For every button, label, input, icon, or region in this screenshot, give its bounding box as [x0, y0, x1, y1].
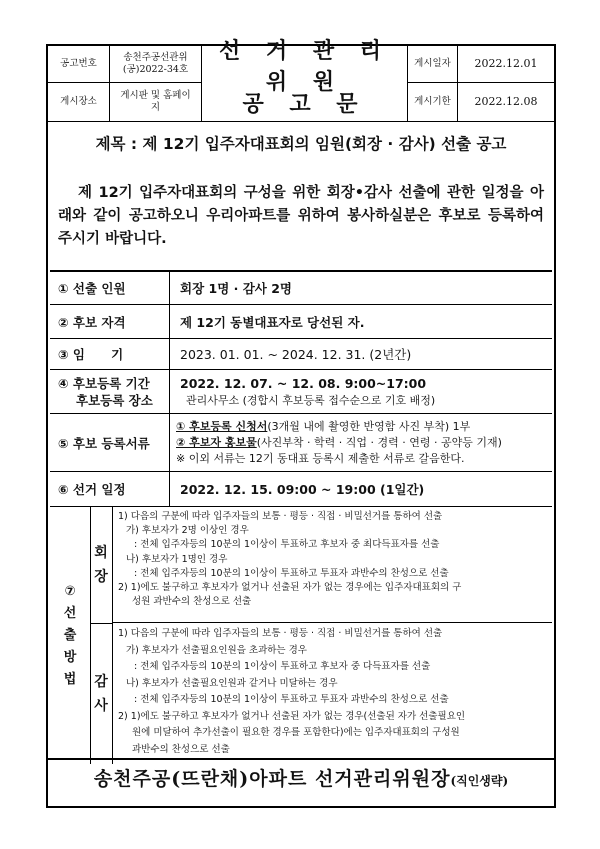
table-row: [50, 414, 552, 472]
row-label: [50, 370, 170, 413]
schedule-value: 2022. 12. 15. 09:00 ~ 19:00 (1일간): [180, 482, 425, 497]
auditor-rules: 1) 다음의 구분에 따라 입주자들의 보통 · 평등 · 직접 · 비밀선거를 통하여 선출 가) 후보자가 선출필요인원을 초과하는 경우 : 전체 입주자등의 10분의 1이상이 투표하고 후보자 중 다득표자를 선출 나) 후보자가 선출필요인원과 같거나 미달하는 경우 : 전체 입주자등의 10분의 1이상이 투표하고 투표자 과반수의 찬성으로 선출 2) 1)에도 불구하고 후보자가 없거나 선출된 자가 없는 경우(선출된 자가 선출필요인 원에 미달하여 추가선출이 필요한 경우를 포함한다)에는 입주자대표회의 구성원 과반수의 찬성으로 선출: [118, 628, 466, 755]
election-table: [50, 270, 552, 764]
notice-intro: 제 12기 입주자대표회의 구성을 위한 회장•감사 선출에 관한 일정을 아래와 같이 공고하오니 우리아파트를 위하여 봉사하실분은 후보로 등록하여 주시기 바랍니다.: [58, 185, 544, 247]
notice-no-value: 송천주공선관위(공)2022-34호: [110, 46, 202, 83]
reg-place-value: 관리사무소 (경합시 후보등록 접수순으로 기호 배정): [186, 393, 436, 407]
table-row: [50, 370, 552, 414]
doc-type: 공 고 문: [202, 83, 408, 121]
post-period-value: 2022.12.08: [474, 95, 538, 108]
place-value: 게시판 및 홈페이지: [110, 83, 202, 121]
row-label: ② 후보 자격: [50, 305, 170, 338]
row-value: [170, 472, 552, 506]
doc-line-1: ① 후보등록 신청서(3개월 내에 촬영한 반영함 사진 부착) 1부: [176, 419, 471, 433]
doc-line-3: ※ 이외 서류는 12기 동대표 등록시 제출한 서류로 갈음한다.: [176, 451, 465, 465]
footer-divider: [48, 758, 554, 760]
notice-document: [46, 37, 556, 808]
notice-no-label: 공고번호: [48, 46, 110, 83]
notice-title: 제목 : 제 12기 입주자대표회의 임원(회장 · 감사) 선출 공고: [95, 135, 507, 153]
row-label: ⑤ 후보 등록서류: [50, 414, 170, 471]
chairman-rules: 1) 다음의 구분에 따라 입주자들의 보통 · 평등 · 직접 · 비밀선거를 통하여 선출 가) 후보자가 2명 이상인 경우 : 전체 입주자등의 10분의 1이상이 투표하고 후보자 중 최다득표자를 선출 나) 후보자가 1명인 경우 : 전체 입주자등의 10분의 1이상이 투표하고 투표자 과반수의 찬성으로 선출 2) 1)에도 불구하고 후보자가 없거나 선출된 자가 없는 경우에는 입주자대표회의 구 성원 과반수의 찬성으로 선출: [112, 507, 552, 623]
notice-header: [48, 37, 554, 122]
footer-text: 송천주공(뜨란채)아파트 선거관리위원장: [93, 768, 451, 790]
row-label: ⑥ 선거 일정: [50, 472, 170, 506]
table-row: [50, 272, 552, 305]
row-value: [170, 272, 552, 304]
post-date-value: 2022.12.01: [458, 46, 554, 83]
row-value: [170, 305, 552, 338]
row-value: [170, 414, 552, 471]
org-title: 선 거 관 리 위 원: [202, 46, 408, 83]
row-value: [170, 370, 552, 413]
doc-line-2: ② 후보자 홍보물(사진부착 · 학력 · 직업 · 경력 · 연령 · 공약등 기재): [176, 435, 502, 449]
reg-place-label: 후보등록 장소: [76, 392, 153, 408]
method-label: ⑦ 선 출 방 법: [50, 507, 91, 764]
row-label: ① 선출 인원: [50, 272, 170, 304]
place-label: 게시장소: [48, 83, 110, 121]
method-row: [50, 507, 552, 764]
reg-period-label: ④ 후보등록 기간: [58, 375, 150, 391]
table-row: [50, 472, 552, 507]
headcount-value: 회장 1명 · 감사 2명: [180, 281, 293, 296]
table-row: [50, 339, 552, 370]
reg-period-value: 2022. 12. 07. ~ 12. 08. 9:00~17:00: [180, 375, 427, 391]
row-value: [170, 339, 552, 369]
footer-stamp: (직인생략): [450, 774, 509, 788]
post-period-label: 게시기한: [408, 83, 458, 121]
table-row: [50, 305, 552, 339]
qualification-value: 제 12기 동별대표자로 당선된 자.: [180, 314, 365, 330]
term-value: 2023. 01. 01. ~ 2024. 12. 31. (2년간): [180, 347, 412, 362]
footer-signature: [48, 764, 554, 791]
row-label: ③ 임 기: [50, 339, 170, 369]
auditor-label: 감 사: [90, 623, 113, 764]
chairman-label: 회 장: [90, 507, 113, 624]
post-date-label: 게시일자: [408, 46, 458, 83]
